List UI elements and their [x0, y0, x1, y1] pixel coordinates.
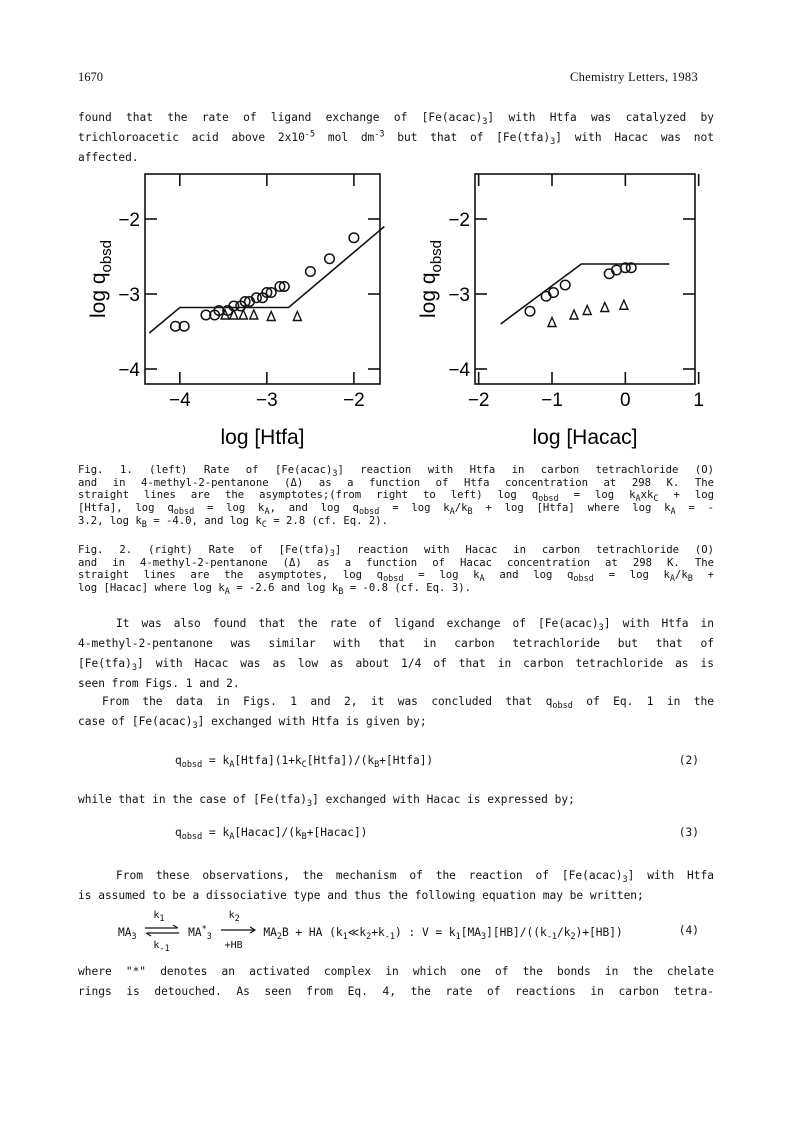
text-line: trichloroacetic acid above $2x10^{-5}$ mol $dm^{-3}$ but that of $[Fe(tfa)_3]$ with Hacac was not: [78, 129, 714, 148]
x-tick-label: −1: [541, 390, 563, 411]
x-axis-label: log [Htfa]: [220, 426, 305, 449]
equation-4-number: (4): [678, 924, 699, 937]
data-point-triangle: [583, 306, 591, 315]
page-number: 1670: [78, 70, 103, 84]
paragraph-2: It was also found that the rate of ligand exchange of $[Fe(acac)_3]$ with Htfa in 4-methyl-2-pentanone was similar with that in carbon tetrachloride but that of $[Fe(tfa)_3]$ with Hacac was as low as about 1/4 of that in carbon tetrachloride as is seen from Figs. 1 and 2.: [78, 617, 715, 690]
intro-paragraph: [78, 108, 714, 168]
equation-3: $q_{obsd}$ = $k_A[Hacac]/(k_B+[Hacac])$: [175, 826, 368, 843]
y-tick-label: −2: [448, 210, 470, 231]
x-tick-label: 0: [620, 390, 631, 411]
x-tick-label: 1: [693, 390, 704, 411]
data-point-triangle: [548, 318, 556, 327]
text-line: affected.: [78, 151, 139, 164]
y-tick-label: −3: [118, 285, 140, 306]
paragraph-3: From the data in Figs. 1 and 2, it was concluded that $q_{obsd}$ of Eq. 1 in the case of $[Fe(acac)_3]$ exchanged with Htfa is given by;: [78, 695, 714, 732]
figure-2-caption: Fig. 2. (right) Rate of $[Fe(tfa)_3]$ reaction with Hacac in carbon tetrachloride (O) and in 4-methyl-2-pentanone (Δ) as a function of Hacac concentration at 298 K. The straight lines are the asymptotes, $\log q_{obsd} = \log k_A$ and $\log q_{obsd} = \log k_A/k_B$ + log [Hacac] where $\log k_A = -2.6$ and $\log k_B = -0.8$ (cf. Eq. 3).: [78, 544, 715, 598]
figure-1-caption: Fig. 1. (left) Rate of $[Fe(acac)_3]$ reaction with Htfa in carbon tetrachloride (O) and in 4-methyl-2-pentanone (Δ) as a function of Htfa concentration at 298 K. The straight lines are the asymptotes;(from right to left) $\log q_{obsd} = \log k_Axk_C + \log$ [Htfa], $\log q_{obsd} = \log k_A$, and $\log q_{obsd} = \log k_A/k_B + \log$ [Htfa] where $\log k_A$ = - 3.2, $\log k_B = -4.0$, and $\log k_C = 2.8$ (cf. Eq. 2).: [78, 464, 714, 530]
y-axis-label: [417, 240, 445, 318]
y-axis-label: [87, 240, 115, 318]
forward-arrow-icon: $k_2$ +HB: [219, 924, 257, 938]
y-axis-label-sub: obsd: [428, 239, 445, 273]
data-point-circle: [325, 254, 335, 264]
equilibrium-arrow-icon: $k_1$ $k_{-1}$: [143, 924, 181, 938]
data-point-circle: [560, 280, 570, 290]
x-tick-label: −2: [343, 390, 365, 411]
plot-frame: [145, 174, 380, 384]
data-point-triangle: [620, 300, 628, 309]
data-point-triangle: [250, 310, 258, 319]
y-tick-label: −2: [118, 210, 140, 231]
data-point-triangle: [601, 303, 609, 312]
data-point-triangle: [293, 312, 301, 321]
y-tick-label: −3: [448, 285, 470, 306]
data-point-triangle: [267, 312, 275, 321]
y-axis-label-sub: obsd: [98, 239, 115, 273]
paragraph-6: where "*" denotes an activated complex in which one of the bonds in the chelate rings is detouched. As seen from Eq. 4, the rate of reactions in carbon tetra-: [78, 965, 714, 998]
data-point-triangle: [570, 310, 578, 319]
data-point-circle: [525, 306, 535, 316]
equation-2: $q_{obsd}$ = $k_A[Htfa](1+k_C[Htfa])/(k_B+[Htfa])$: [175, 754, 434, 771]
x-tick-label: −3: [256, 390, 278, 411]
x-tick-label: −2: [467, 390, 490, 411]
figure-1-chart: [87, 168, 410, 458]
journal-name: Chemistry Letters, 1983: [569, 70, 698, 84]
data-point-circle: [306, 267, 316, 277]
equation-2-number: (2): [678, 754, 699, 767]
paragraph-5: From these observations, the mechanism of the reaction of $[Fe(acac)_3]$ with Htfa is assumed to be a dissociative type and thus the following equation may be written;: [78, 869, 715, 902]
x-tick-label: −4: [168, 390, 191, 411]
paragraph-4: while that in the case of $[Fe(tfa)_3]$ exchanged with Hacac is expressed by;: [78, 793, 575, 810]
page-header: [78, 70, 698, 90]
y-axis-label-main: log q: [417, 272, 440, 319]
plot-frame: [475, 174, 695, 384]
asymptote-line: [149, 227, 384, 334]
figure-2-chart: [400, 168, 720, 458]
x-axis-label: log [Hacac]: [532, 426, 638, 449]
equation-4: $MA_3$ $k_1$ $k_{-1}$ $MA^*_3$ $k_2$ +HB $MA_2B$ + HA $(k_1≪k_2+k_{-1})$ : $V = k_1[MA_3][HB]/((k_{-1}/k_2)+[HB])$: [118, 910, 623, 954]
y-tick-label: −4: [118, 360, 140, 381]
y-tick-label: −4: [448, 360, 470, 381]
data-point-circle: [349, 233, 359, 243]
equation-3-number: (3): [678, 826, 699, 839]
text-line: found that the rate of ligand exchange of $[Fe(acac)_3]$ with Htfa was catalyzed by: [78, 111, 715, 128]
y-axis-label-main: log q: [87, 272, 110, 319]
